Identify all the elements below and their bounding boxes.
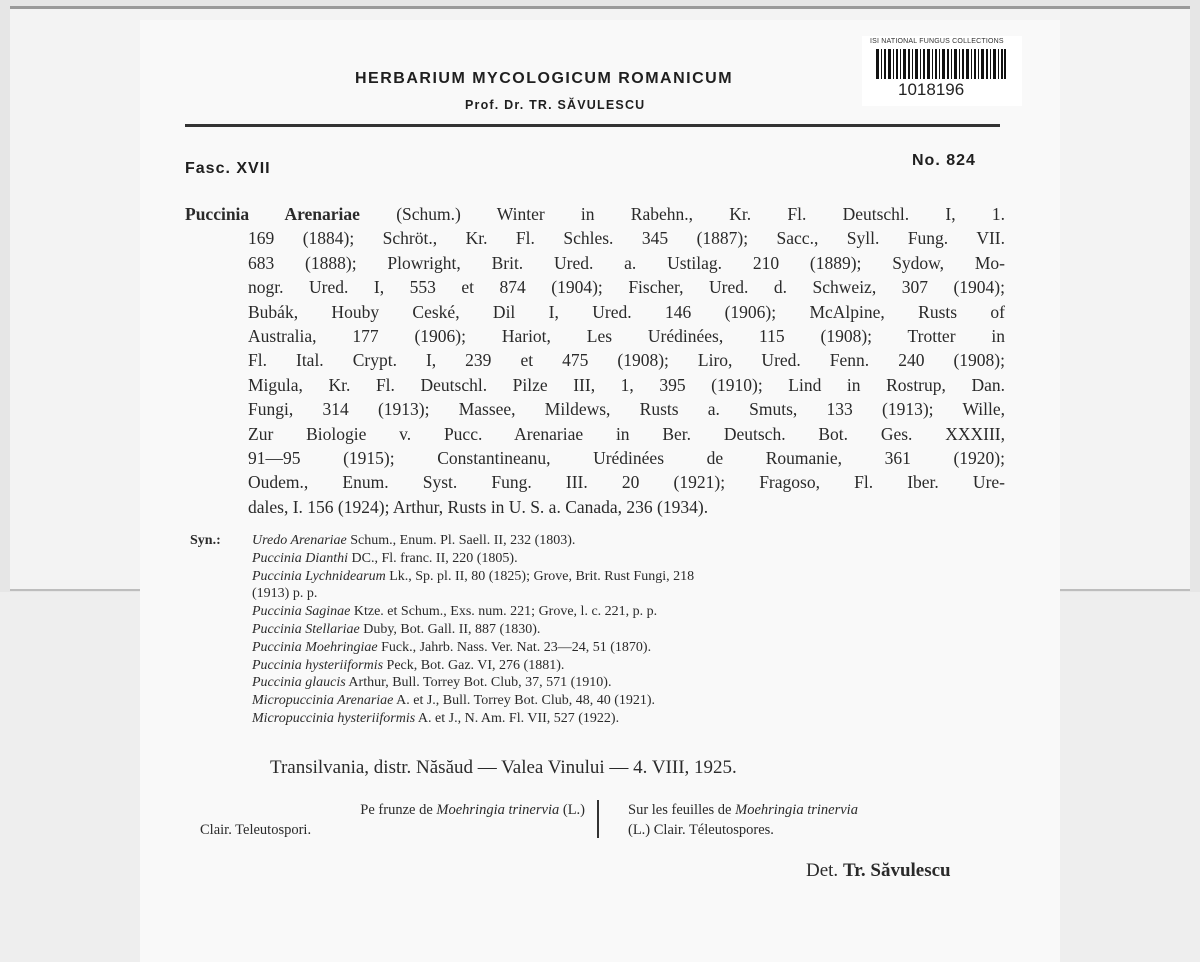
reference-line: dales, I. 156 (1924); Arthur, Rusts in U. S. a. Canada, 236 (1934). <box>248 496 709 517</box>
barcode-header: ISI NATIONAL FUNGUS COLLECTIONS <box>870 38 1004 45</box>
column-divider <box>597 800 599 838</box>
species-name: Puccinia Arenariae <box>185 204 360 224</box>
host-line: Pe frunze de Moehringia trinervia (L.) <box>360 802 585 818</box>
synonym-item: Puccinia Stellariae Duby, Bot. Gall. II, 887 (1830). <box>252 621 541 637</box>
reference-line: Australia, 177 (1906); Hariot, Les Urédinées, 115 (1908); Trotter in <box>248 326 1005 347</box>
synonym-item: Puccinia Saginae Ktze. et Schum., Exs. num. 221; Grove, l. c. 221, p. p. <box>252 604 658 620</box>
determiner: Det. Tr. Săvulescu <box>806 860 951 881</box>
reference-line: nogr. Ured. I, 553 et 874 (1904); Fischer, Ured. d. Schweiz, 307 (1904); <box>248 277 1005 298</box>
reference-line: Migula, Kr. Fl. Deutschl. Pilze III, 1, 395 (1910); Lind in Rostrup, Dan. <box>248 374 1005 395</box>
barcode-label <box>862 36 1022 106</box>
reference-line: Fungi, 314 (1913); Massee, Mildews, Rusts a. Smuts, 133 (1913); Wille, <box>248 399 1005 420</box>
herbarium-title: HERBARIUM MYCOLOGICUM ROMANICUM <box>355 70 734 87</box>
header-rule <box>185 124 1000 127</box>
host-line: (L.) Clair. Téleutospores. <box>628 822 774 838</box>
synonym-item: Puccinia hysteriiformis Peck, Bot. Gaz. VI, 276 (1881). <box>252 657 565 673</box>
reference-line: Oudem., Enum. Syst. Fung. III. 20 (1921); Fragoso, Fl. Iber. Ure- <box>248 472 1005 493</box>
specimen-number: No. 824 <box>912 152 976 169</box>
fascicle-number: Fasc. XVII <box>185 160 271 177</box>
synonym-item: Micropuccinia Arenariae A. et J., Bull. Torrey Bot. Club, 48, 40 (1921). <box>252 693 656 709</box>
host-line: Sur les feuilles de Moehringia trinervia <box>628 802 858 818</box>
collection-locality: Transilvania, distr. Năsăud — Valea Vinului — 4. VIII, 1925. <box>270 757 737 778</box>
synonym-item: Puccinia Dianthi DC., Fl. franc. II, 220 (1805). <box>252 550 518 566</box>
synonym-item: Puccinia Moehringiae Fuck., Jahrb. Nass. Ver. Nat. 23—24, 51 (1870). <box>252 639 652 655</box>
reference-line: 169 (1884); Schröt., Kr. Fl. Schles. 345 (1887); Sacc., Syll. Fung. VII. <box>248 228 1005 249</box>
host-description-french <box>628 800 1018 840</box>
barcode-icon <box>876 49 1006 79</box>
reference-line: Bubák, Houby Ceské, Dil I, Ured. 146 (1906); McAlpine, Rusts of <box>248 301 1005 322</box>
host-description-romanian <box>200 800 585 840</box>
determiner-name: Tr. Săvulescu <box>842 860 951 881</box>
reference-line: Fl. Ital. Crypt. I, 239 et 475 (1908); Liro, Ured. Fenn. 240 (1908); <box>248 350 1005 371</box>
host-line: Clair. Teleutospori. <box>200 822 312 838</box>
host-species: Moehringia trinervia <box>735 802 858 818</box>
reference-line: Puccinia Arenariae (Schum.) Winter in Rabehn., Kr. Fl. Deutschl. I, 1. <box>185 204 1006 224</box>
synonym-item: Uredo Arenariae Schum., Enum. Pl. Saell. II, 232 (1803). <box>252 533 576 548</box>
reference-line: 683 (1888); Plowright, Brit. Ured. a. Ustilag. 210 (1889); Sydow, Mo- <box>248 252 1005 273</box>
synonym-item: Puccinia glaucis Arthur, Bull. Torrey Bot. Club, 37, 571 (1910). <box>252 675 612 691</box>
synonym-item: Micropuccinia hysteriiformis A. et J., N. Am. Fl. VII, 527 (1922). <box>252 710 620 726</box>
reference-line: 91—95 (1915); Constantineanu, Urédinées de Roumanie, 361 (1920); <box>248 448 1005 469</box>
synonym-item: (1913) p. p. <box>252 586 318 602</box>
host-species: Moehringia trinervia <box>436 802 560 818</box>
synonyms-label: Syn.: <box>190 533 221 548</box>
herbarium-subtitle: Prof. Dr. TR. SĂVULESCU <box>465 98 646 112</box>
barcode-number: 1018196 <box>898 80 965 99</box>
reference-line: Zur Biologie v. Pucc. Arenariae in Ber. Deutsch. Bot. Ges. XXXIII, <box>248 423 1005 444</box>
synonym-item: Puccinia Lychnidearum Lk., Sp. pl. II, 80 (1825); Grove, Brit. Rust Fungi, 218 <box>252 568 695 584</box>
synonyms-list <box>252 532 1010 728</box>
literature-references <box>185 202 1005 519</box>
